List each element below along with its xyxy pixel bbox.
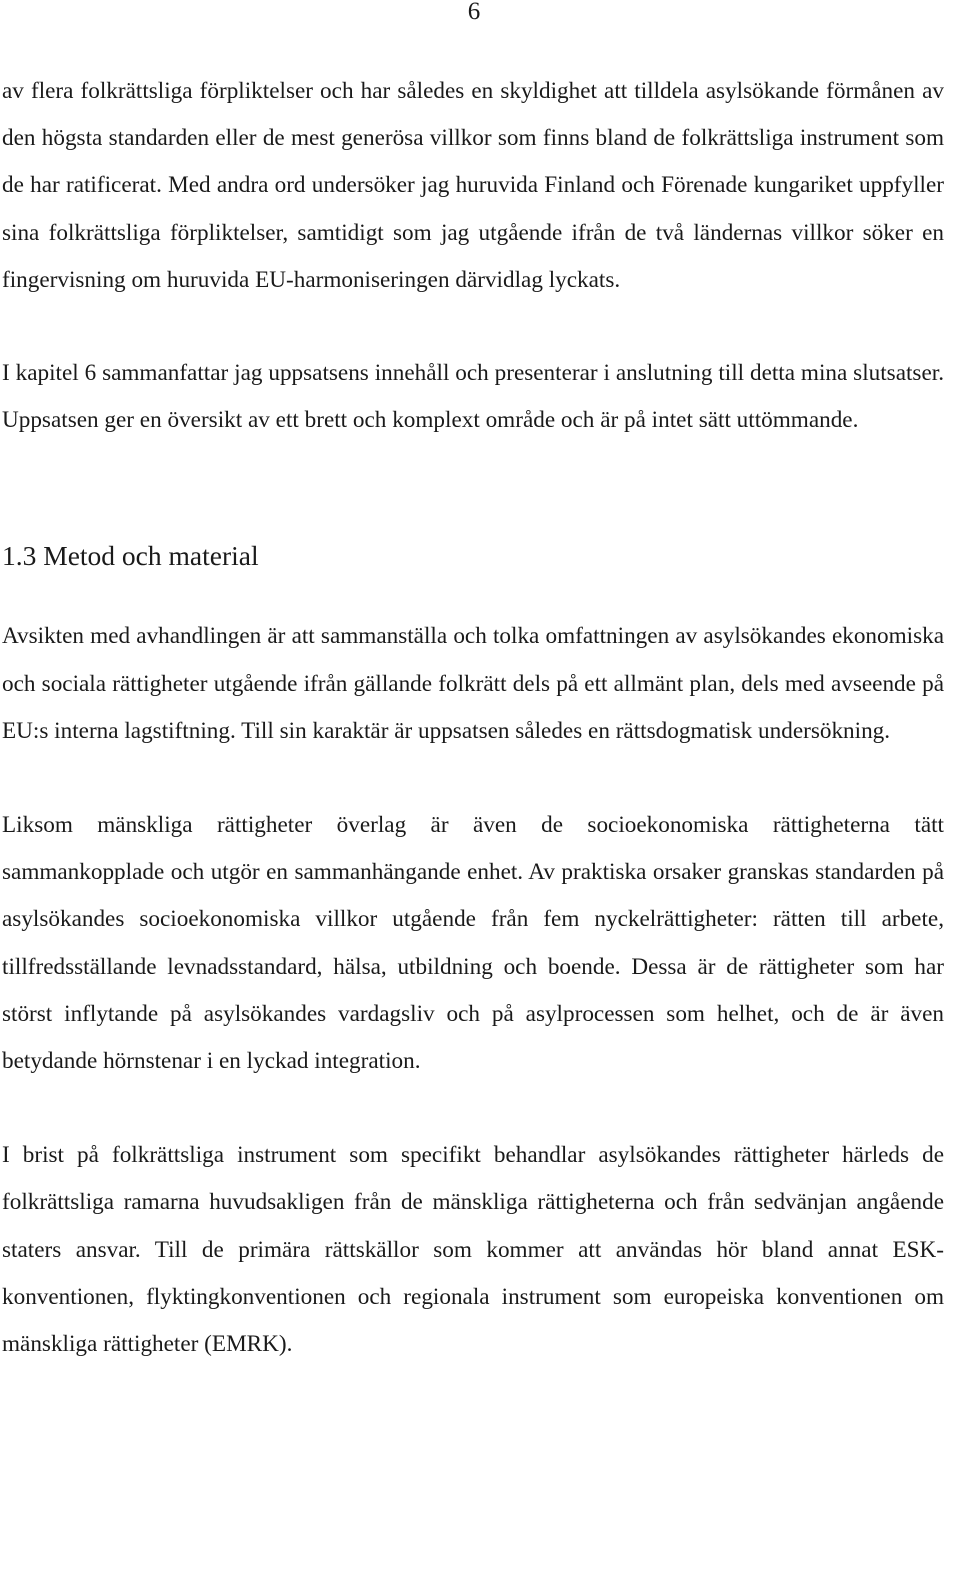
paragraph-intro-continuation: av flera folkrättsliga förpliktelser och har således en skyldighet att tilldela asylsökande förmånen av den högsta standarden eller de mest generösa villkor som finns bland de folkrättsliga instrument som de har ratificerat. Med andra ord undersöker jag huruvida Finland och Förenade kungariket uppfyller sina folkrättsliga förpliktelser, samtidigt som jag utgående ifrån de två ländernas villkor söker en fingervisning om huruvida EU-harmoniseringen därvidlag lyckats.: [2, 78, 944, 293]
section-heading-method: 1.3 Metod och material: [2, 540, 259, 572]
paragraph-purpose: Avsikten med avhandlingen är att sammanställa och tolka omfattningen av asylsökandes ekonomiska och sociala rättigheter utgående ifrån gällande folkrätt dels på ett allmänt plan, dels med avseende på EU:s interna lagstiftning. Till sin karaktär är uppsatsen således en rättsdogmatisk undersökning.: [2, 623, 944, 744]
document-body: [2, 68, 944, 1368]
paragraph-chapter-overview: I kapitel 6 sammanfattar jag uppsatsens innehåll och presenterar i anslutning till detta mina slutsatser. Uppsatsen ger en översikt av ett brett och komplext område och är på intet sätt uttömmande.: [2, 360, 944, 434]
paragraph-legal-sources: I brist på folkrättsliga instrument som specifikt behandlar asylsökandes rättigheter härleds de folkrättsliga ramarna huvudsakligen från de mänskliga rättigheterna och från sedvänjan angående staters ansvar. Till de primära rättskällor som kommer att användas hör bland annat ESK-konventionen, flyktingkonventionen och regionala instrument som europeiska konventionen om mänskliga rättigheter (EMRK).: [2, 1142, 944, 1358]
paragraph-key-rights: Liksom mänskliga rättigheter överlag är även de socioekonomiska rättigheterna tätt sammankopplade och utgör en sammanhängande enhet. Av praktiska orsaker granskas standarden på asylsökandes socioekonomiska villkor utgående från fem nyckelrättigheter: rätten till arbete, tillfredsställande levnadsstandard, hälsa, utbildning och boende. Dessa är de rättigheter som har störst inflytande på asylsökandes vardagsliv och på asylprocessen som helhet, och de är även betydande hörnstenar i en lyckad integration.: [2, 812, 944, 1075]
page-number: 6: [467, 0, 481, 25]
